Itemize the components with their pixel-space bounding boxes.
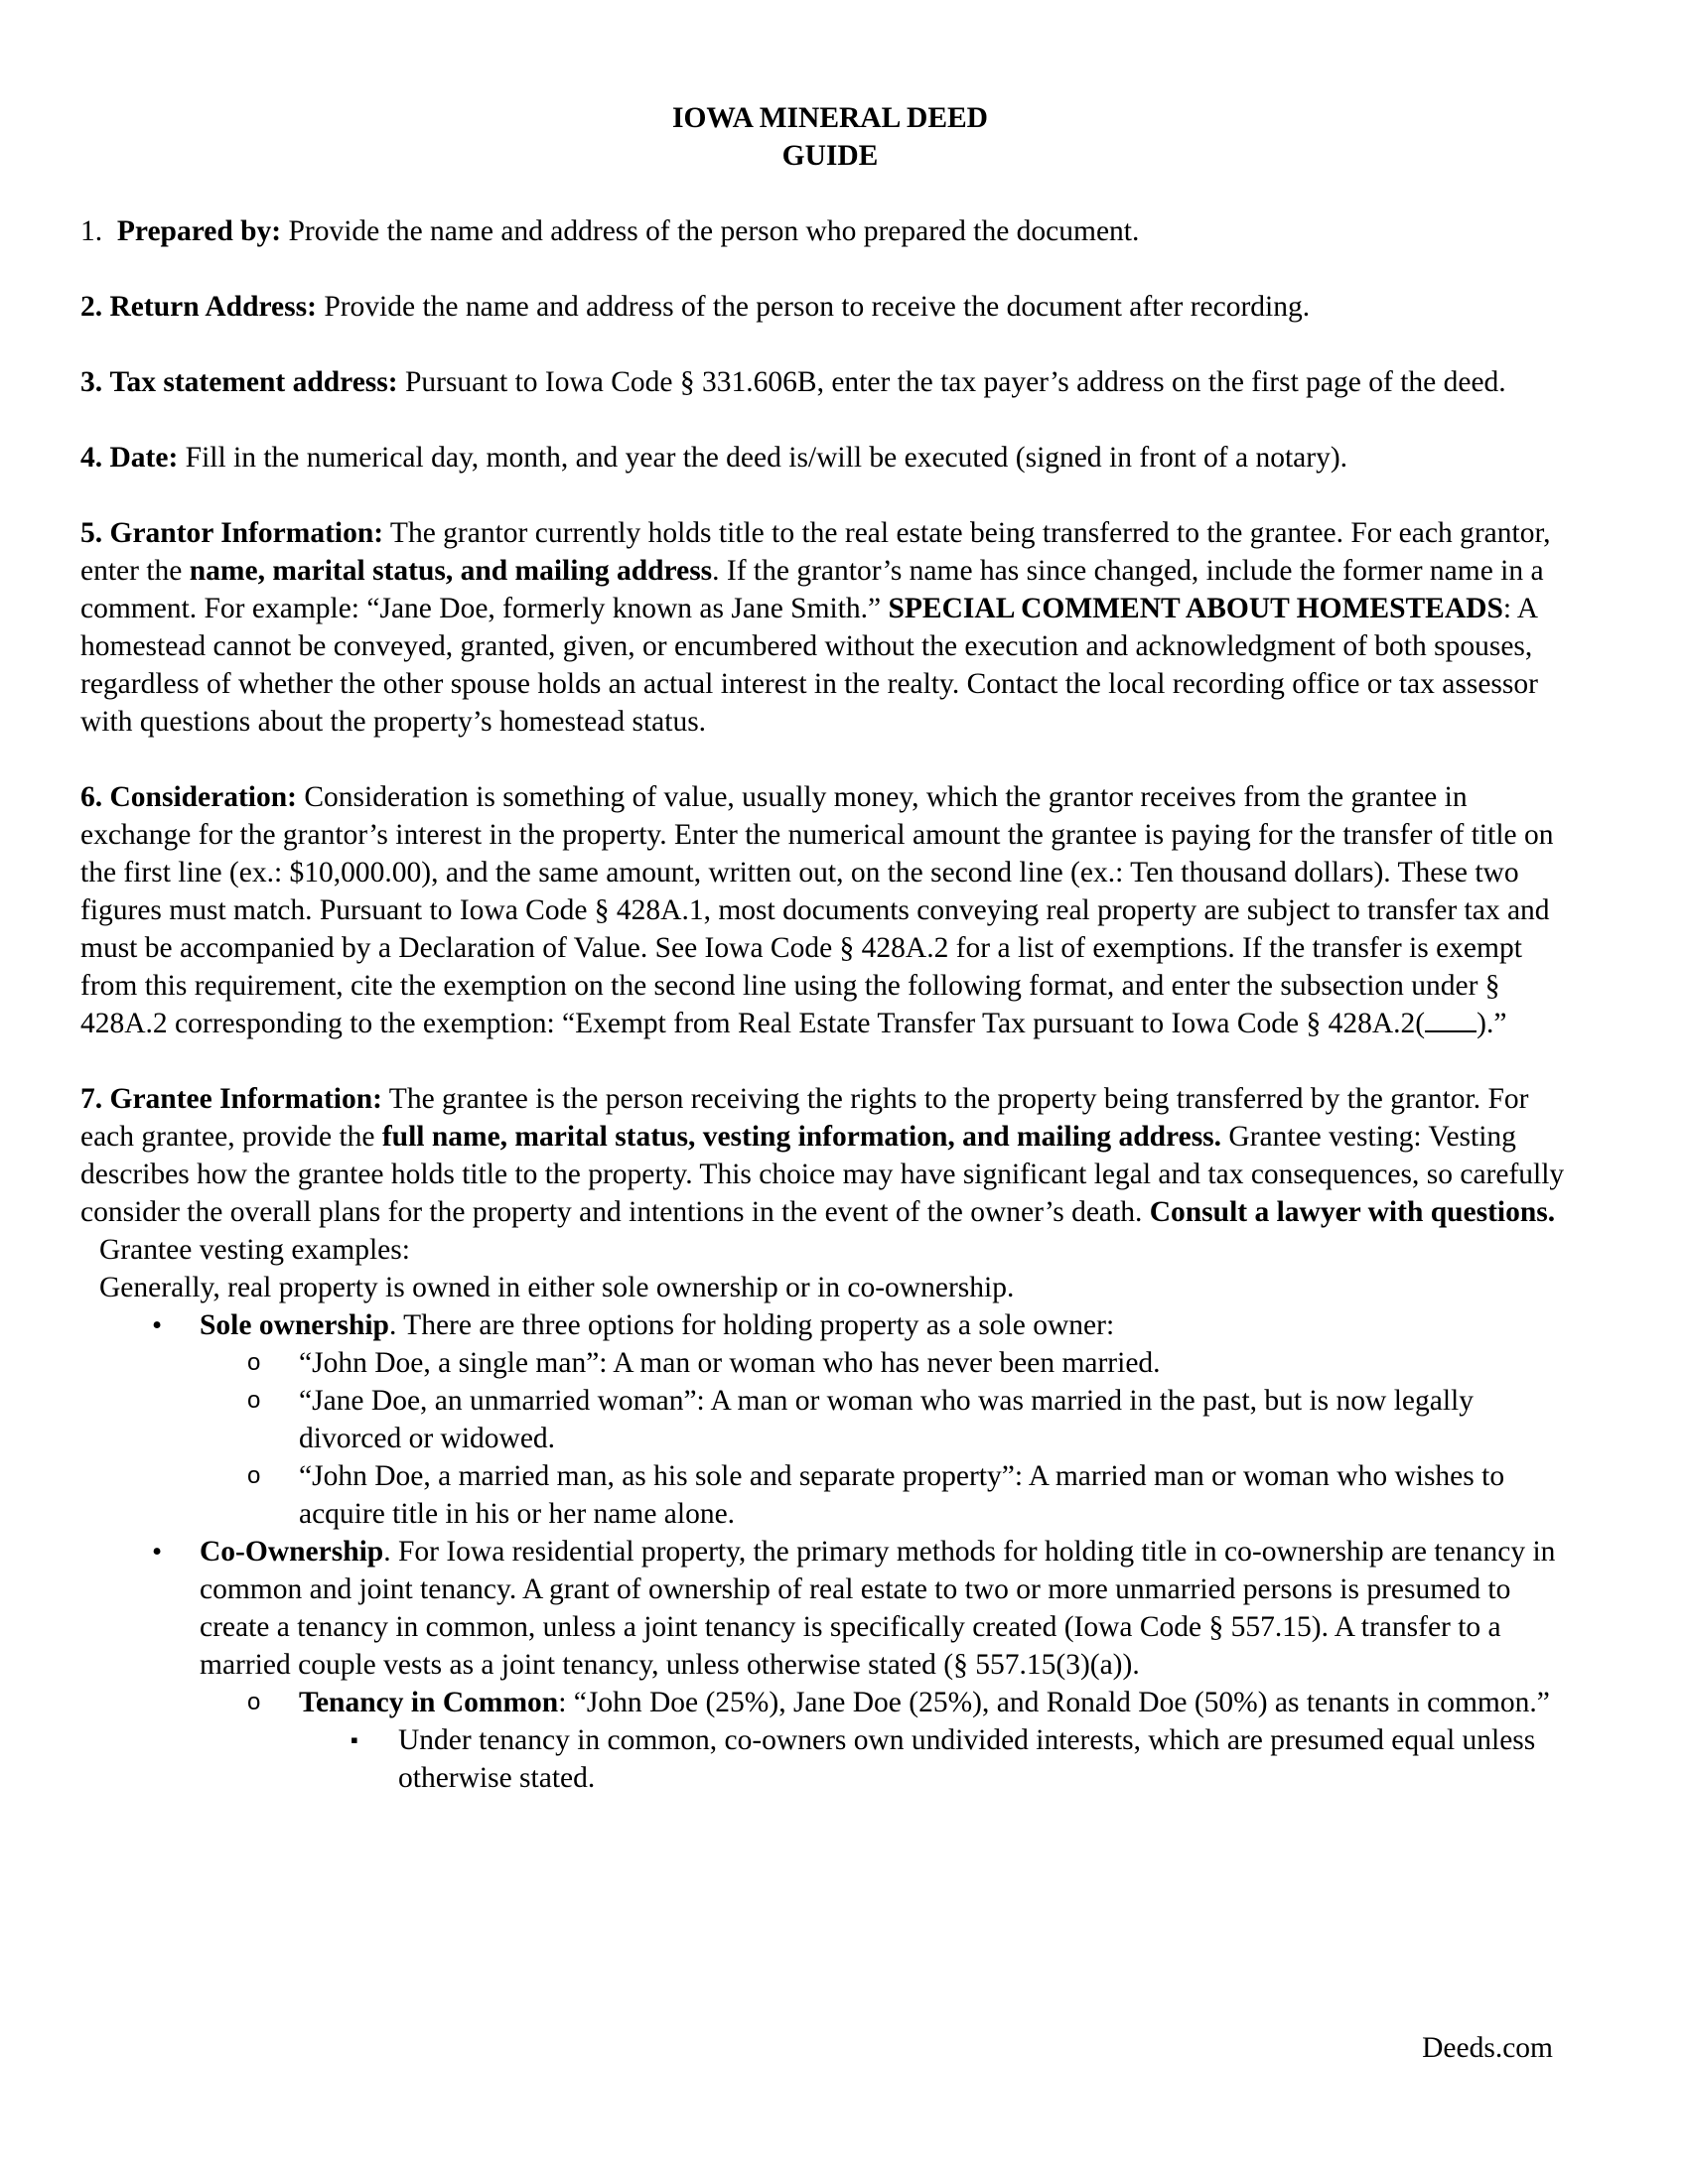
list-item: ▪ Under tenancy in common, co-owners own undivided interests, which are presumed equal unless otherwise stated. [398,1721,1580,1797]
list-item: o “Jane Doe, an unmarried woman”: A man or woman who was married in the past, but is now legally divorced or widowed. [200,1382,1580,1457]
section-return-address: 2. Return Address: Provide the name and address of the person to receive the document after recording. [80,291,1311,323]
list-item: o “John Doe, a married man, as his sole and separate property”: A married man or woman who wishes to acquire title in his or her name alone. [200,1457,1580,1533]
list-item-sole-ownership: • Sole ownership. There are three options for holding property as a sole owner: o “John Doe, a single man”: A man or woman who has never been married. o “Jane Doe, an unmarried woman”: A man or woman who was married in the past, but is now legally divorced or widowed. o “John Doe, a married man, as his sole and separate property”: A married man or woman who wishes to acquire title in his or her name alone. [80,1306,1580,1533]
list-item-tenancy-in-common: o Tenancy in Common: “John Doe (25%), Jane Doe (25%), and Ronald Doe (50%) as tenants in common.” ▪ Under tenancy in common, co-owners own undivided interests, which are presumed equal unless otherwise stated. [200,1684,1580,1797]
footer-brand: Deeds.com [1422,2032,1553,2064]
title-line-2: GUIDE [781,140,879,172]
section-label: Grantor Information: [109,517,384,549]
list-item: o “John Doe, a single man”: A man or woman who has never been married. [200,1344,1580,1382]
list-item-co-ownership: • Co-Ownership. For Iowa residential property, the primary methods for holding title in co-ownership are tenancy in common and joint tenancy. A grant of ownership of real estate to two or more unmarried persons is presumed to create a tenancy in common, unless a joint tenancy is specifically created (Iowa Code § 557.15). A transfer to a married couple vests as a joint tenancy, unless otherwise stated (§ 557.15(3)(a)). o Tenancy in Common: “John Doe (25%), Jane Doe (25%), and Ronald Doe (50%) as tenants in common.” ▪ Under tenancy in common, co-owners own undivided interests, which are presumed equal unless otherwise stated. [80,1533,1580,1797]
section-label: Prepared by: [116,215,282,247]
ownership-list [80,1306,1580,1797]
section-label: Tax statement address: [109,366,398,398]
sole-ownership-options [200,1344,1580,1533]
vesting-intro: Generally, real property is owned in either sole ownership or in co-ownership. [99,1272,1015,1303]
section-label: Date: [109,442,179,474]
section-date: 4. Date: Fill in the numerical day, month, and year the deed is/will be executed (signed in front of a notary). [80,442,1348,474]
document-title [80,99,1580,175]
co-ownership-options [200,1684,1580,1797]
section-consideration: 6. Consideration: Consideration is something of value, usually money, which the grantor receives from the grantee in exchange for the grantor’s interest in the property. Enter the numerical amount the grantee is paying for the transfer of title on the first line (ex.: $10,000.00), and the same amount, written out, on the second line (ex.: Ten thousand dollars). These two figures must match. Pursuant to Iowa Code § 428A.1, most documents conveying real property are subject to transfer tax and must be accompanied by a Declaration of Value. See Iowa Code § 428A.2 for a list of exemptions. If the transfer is exempt from this requirement, cite the exemption on the second line using the following format, and enter the subsection under § 428A.2 corresponding to the exemption: “Exempt from Real Estate Transfer Tax pursuant to Iowa Code § 428A.2( ).” [80,781,1554,1039]
document-page [80,99,1580,1797]
section-prepared-by: 1. Prepared by: Provide the name and address of the person who prepared the document. [80,215,1140,247]
blank-underline [1425,1007,1477,1032]
vesting-heading: Grantee vesting examples: [99,1234,410,1266]
section-label: Consideration: [109,781,297,813]
section-grantor-information: 5. Grantor Information: The grantor currently holds title to the real estate being transferred to the grantee. For each grantor, enter the name, marital status, and mailing address. If the grantor’s name has since changed, include the former name in a comment. For example: “Jane Doe, formerly known as Jane Smith.” SPECIAL COMMENT ABOUT HOMESTEADS: A homestead cannot be conveyed, granted, given, or encumbered without the execution and acknowledgment of both spouses, regardless of whether the other spouse holds an actual interest in the realty. Contact the local recording office or tax assessor with questions about the property’s homestead status. [80,517,1551,738]
tenancy-in-common-details [299,1721,1580,1797]
section-tax-statement-address: 3. Tax statement address: Pursuant to Iowa Code § 331.606B, enter the tax payer’s address on the first page of the deed. [80,366,1506,398]
section-grantee-information: 7. Grantee Information: The grantee is the person receiving the rights to the property being transferred by the grantor. For each grantee, provide the full name, marital status, vesting information, and mailing address. Grantee vesting: Vesting describes how the grantee holds title to the property. This choice may have significant legal and tax consequences, so carefully consider the overall plans for the property and intentions in the event of the owner’s death. Consult a lawyer with questions. [80,1083,1565,1228]
section-label: Grantee Information: [109,1083,382,1115]
title-line-1: IOWA MINERAL DEED [671,102,988,134]
section-label: Return Address: [109,291,317,323]
